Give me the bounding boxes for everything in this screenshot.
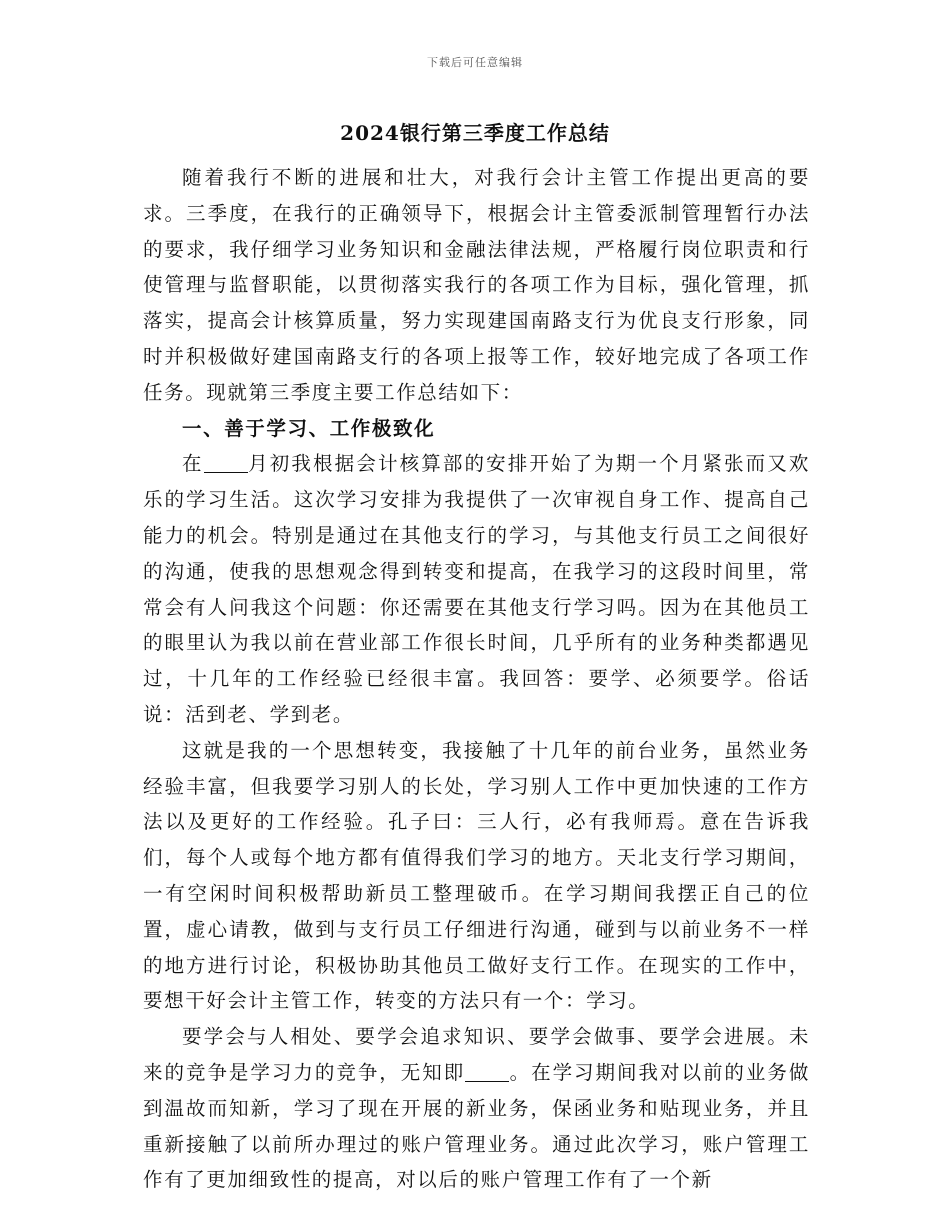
paragraph-study-arrangement <box>143 446 810 732</box>
paragraph-text-start: 要学会与人相处、要学会追求知识、要学会做事、要学会进展。未来的竞争是学习力的竞争，无知即 <box>143 1025 810 1084</box>
fill-in-blank <box>465 1061 509 1082</box>
paragraph-learning <box>143 1019 810 1198</box>
section-heading-1: 一、善于学习、工作极致化 <box>182 416 436 440</box>
paragraph-text-end: 月初我根据会计核算部的安排开始了为期一个月紧张而又欢乐的学习生活。这次学习安排为我提供了一次审视自身工作、提高自己能力的机会。特别是通过在其他支行的学习，与其他支行员工之间很好的沟通，使我的思想观念得到转变和提高，在我学习的这段时间里，常常会有人问我这个问题：你还需要在其他支行学习吗。因为在其他员工的眼里认为我以前在营业部工作很长时间，几乎所有的业务种类都遇见过，十几年的工作经验已经很丰富。我回答：要学、必须要学。俗话说：活到老、学到老。 <box>143 452 810 726</box>
document-title: 2024银行第三季度工作总结 <box>340 121 610 145</box>
paragraph-text-start: 在 <box>182 452 204 476</box>
paragraph-text-end: 。在学习期间我对以前的业务做到温故而知新，学习了现在开展的新业务，保函业务和贴现业务，并且重新接触了以前所办理过的账户管理业务。通过此次学习，账户管理工作有了更加细致性的提高，对以后的账户管理工作有了一个新 <box>143 1060 810 1192</box>
document-body <box>143 160 810 1198</box>
paragraph-mindset-change: 这就是我的一个思想转变，我接触了十几年的前台业务，虽然业务经验丰富，但我要学习别人的长处，学习别人工作中更加快速的工作方法以及更好的工作经验。孔子曰：三人行，必有我师焉。意在告诉我们，每个人或每个地方都有值得我们学习的地方。天北支行学习期间，一有空闲时间积极帮助新员工整理破币。在学习期间我摆正自己的位置，虚心请教，做到与支行员工仔细进行沟通，碰到与以前业务不一样的地方进行讨论，积极协助其他员工做好支行工作。在现实的工作中，要想干好会计主管工作，转变的方法只有一个：学习。 <box>143 738 810 1013</box>
fill-in-blank <box>204 453 248 474</box>
paragraph-intro: 随着我行不断的进展和壮大，对我行会计主管工作提出更高的要求。三季度，在我行的正确领导下，根据会计主管委派制管理暂行办法的要求，我仔细学习业务知识和金融法律法规，严格履行岗位职责和行使管理与监督职能，以贯彻落实我行的各项工作为目标，强化管理，抓落实，提高会计核算质量，努力实现建国南路支行为优良支行形象，同时并积极做好建国南路支行的各项上报等工作，较好地完成了各项工作任务。现就第三季度主要工作总结如下： <box>143 166 810 404</box>
header-note: 下载后可任意编辑 <box>427 56 523 69</box>
